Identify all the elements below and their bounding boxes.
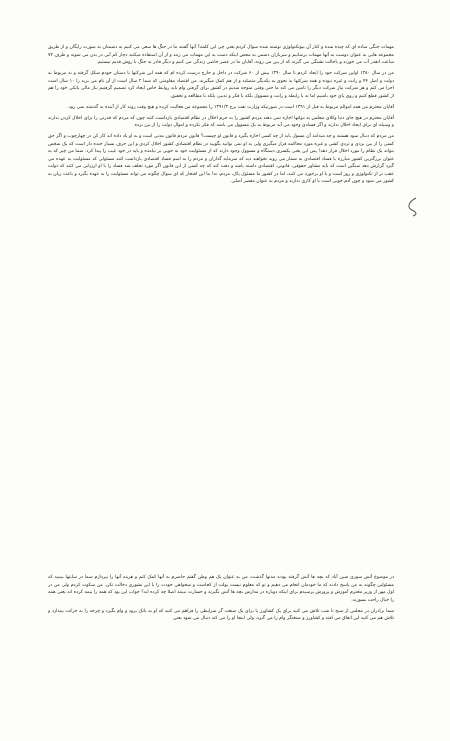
document-body-top xyxy=(48,44,394,189)
paragraph: آقایان محترم من همه اموالم مربوط به قبل از ۱۳۹۱ است در صورتیکه وزارت نفت برج ۱۳۹۱/۳ را مجموعه من فعالیت کرده و هیچ وقت روند کار از آینده به گذشته نمی رود. xyxy=(67,104,394,110)
handwritten-margin-mark xyxy=(404,196,422,218)
paragraph: مهمات جنگی ساده ای که چیده شده و کنار آن بیوتکنولوژی نوشته شده سوال کردم یعنی چی این کلمه؟ آنها گفتند ما در جنگ ها سعی می کنیم به دشمنان به صورت رایگان و از طریق مجموعه هایی به عنوان دوست به آنها مهمات برسانیم و سربازان دشمن به محض اینکه دست به این مهمات می زنند و از آن استفاده میکنند دچار کم آبی در بدن می شوند و ظرف ۷۲ ساعت انقدر آب می خورند و باحالت تشنگی می گیرند که از بین می روند، آقایان ما در عصر خاصی زندگی می کنیم و دیگر قادر به جنگ با روش قدیم نیستیم. xyxy=(48,45,394,65)
document-body-bottom xyxy=(48,574,394,626)
paragraph: در موضوع آتش سوزی شین آباد که بچه ها آتش گرفته بودند مدتها گذشت، من به عنوان یک هم وطن گفتم حاضرم به آنها کمک کنم و هزینه آنها را بپردازم شما در سایتها ببینید که مسئولین چگونه به من پاسخ دادند که ما خودمان انجام می دهیم و تو که معلوم نیست پولت از کجاست و میخواهی خودت را با این بشوری دخالت نکن. من سکوت کردم ولی من در اول مهر از وزیر محترم آموزش و پرورش پرسیدم برای اینکه دوباره در مدارس بچه ها آتش نگیرند و خسارت نبینند اصلا چه کرده اید؟ جواب این بود که همه را بیمه کرده اند یعنی همه را خیال راحت بسوزند. xyxy=(48,575,394,603)
paragraph: من مردم که دنبال سود هستند و چه میدانند آن مسول باید از چه کسی اجازه بگیرد و قانون او چیست؟ قانون مردم قانون مدنی است و به او یاد داده اند کار کن در چهارچوب و اگر حق کسی را از بین بردی و نزدی کشی و غیره مورد محاکمه قرار میگیری ولی به او نمی توانید بگویید در نظام اقتصادی کشور اخلال کردی و این حرف بسیار خنده دار است که یک شخص بتواند یک نظام را مورد اخلال قرار دهد! پس این یعنی یکسری دستگاه و مسوول وجود دارند که از مسئولیت خود به خوبی بر نیامده و باید در خود عیب را پیدا کرد. شما من چیز که به عنوان بزرگترین کشور مبارزه با فساد اقتصادی به شمار می روید نخواهید دید که سرمایه گذاران و مردم را به اسم فساد اقتصادی بازداشت کنند مسئولی که مسئولیت به عهده می گیرد گزارش دهد سنگین است که باید مشاور حقوقی، قانونی، اقتصادی داشته باشد و دقت کند که چه کسی از این قانون اگر مورد تخلف شد فساد را با او ارزیابی می کنند که دولت عقب تر از تکنولوژی و روز است و با او برخورد می کنند، اما در کشور ما مسئول پاک، مردم، نه! ما این افتخار که ای سوال چگونه می تواند مسئولیت را به عهده بگیرد و باعث زیان به کشور می شود و چون آدم خوبی است با او کاری ندارند و مردم به عنوان مقصر اصلی. xyxy=(48,134,394,184)
paragraph: آقایان محترم در هیچ جای دنیا وکلای مجلس به دولتها اجازه نمی دهند مردم کشور را به جرم اخلال در نظام اقتصادی بازداشت کنند چون که مردم که قدرتی را برای اخلال کردن ندارند و وسیله ای برای ایجاد اخلال ندارند و اگر فسادی وجود می آید مربوط به یک مسوول می باشد که فکر نکرده و اموال دولت را از بین برده. xyxy=(48,115,394,128)
paragraph: من در سال ۱۳۸۰ اولین شرکت خود را ایجاد کردم تا سال ۱۳۹۰ بیش از ۶۰ شرکت در داخل و خارج درست کرده ام که همه این شرکتها با دستان خودم شکل گرفته و نه مربوط به دولت و اصل ۴۴ و رانت و غیره نبوده و همه شرکتها به نحوی به یکدیگر متصلند و از هم کمک میگیرند. من اقتصاد مقاومتی که شما ۲ سال است از آن نام می برید را ۱۰ سال است اجرا می کنم و هر شرکت نیاز شرکت دیگر را تامین می کند ما حتی وقتی متوجه شدیم در کشور برای گرفتن وام باید روابط خاص ایجاد کرد تصمیم گرفتیم نیاز مالی بانکی خود را هم از کشور قطع کنیم و روی پای خود باشیم اما نه با رابطه و رانت و مسوول بلکه با فکر و تدبیر، بلکه با مطالعه و تحقیق. xyxy=(48,71,394,99)
paragraph: شما برادران در مجلس از صبح تا شب تلاش می کنید برای یک کشاورز یا برای یک صنعت گر شرایطی را فراهم می کنید که او به بانک برود و وام بگیرد و چرخه را به حرکت بیندازد و تلاش هم می کنید این اتفاق می افتد و کشاورز و صنعتگر وام را می گیرد، ولی اینجا او را می کند دنبال می شود یعنی xyxy=(48,608,394,621)
